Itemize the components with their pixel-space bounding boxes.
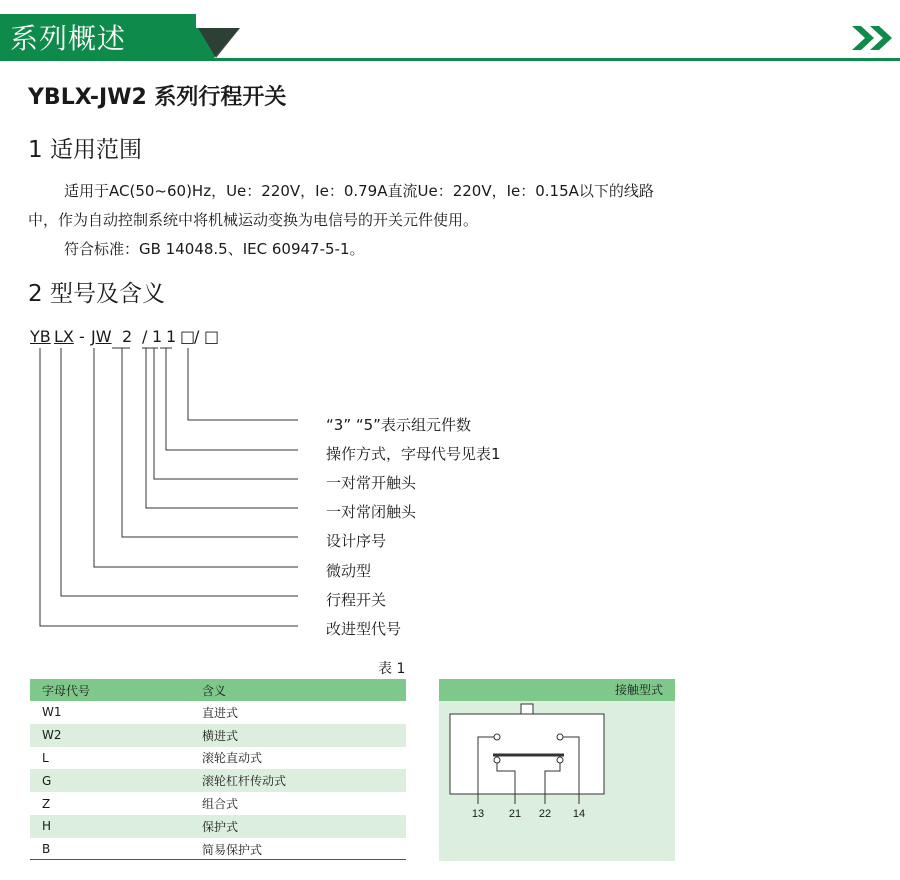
section-header-label: 系列概述 [10,22,127,55]
table-row [30,838,406,861]
table-cell-meaning: 滚轮直动式 [202,751,263,766]
model-part-box-1: □ [180,327,196,346]
table-row [30,724,406,747]
table-row [30,769,406,792]
model-part-jw: JW [91,327,112,346]
terminal-21: 21 [508,808,522,820]
table-row [30,815,406,838]
table-header-meaning: 含义 [202,679,406,701]
table-cell-code: H [30,815,202,838]
table-bottom-rule [30,859,406,860]
table-1-caption: 表 1 [378,661,406,677]
terminal-14: 14 [572,808,586,820]
legend-item-1: “3” “5”表示组元件数 [326,416,471,434]
terminal-13: 13 [471,808,485,820]
table-cell-meaning: 直进式 [202,705,239,720]
table-cell-code: G [30,769,202,792]
table-cell-code: Z [42,796,51,811]
model-part-slash-2: / [194,327,200,346]
table-cell-code: W1 [42,705,62,720]
section-2-heading: 2 型号及含义 [28,281,165,307]
legend-item-6: 微动型 [326,562,372,580]
table-cell-meaning: 滚轮杠杆传动式 [202,769,406,792]
table-row [30,747,406,770]
header-slant-decoration [196,28,240,58]
table-row [30,792,406,815]
model-part-lx: LX [54,327,74,346]
table-cell-code: B [42,842,51,857]
terminal-22: 22 [538,808,552,820]
table-row [30,701,406,724]
table-header-row [30,679,406,701]
table-1 [30,679,406,861]
section-1-standard: 符合标准：GB 14048.5、IEC 60947-5-1。 [64,240,365,258]
model-part-box-2: □ [204,327,220,346]
model-part-yb: YB [30,327,51,346]
legend-item-5: 设计序号 [326,532,387,550]
table-cell-code: W2 [30,724,202,747]
section-1-para-line-1: 适用于AC(50~60)Hz，Ue：220V，Ie：0.79A直流Ue：220V，Ie：0.15A以下的线路 [64,182,654,200]
double-chevron-right-icon [852,24,896,52]
legend-item-3: 一对常开触头 [326,474,417,492]
table-cell-code: L [42,750,49,765]
page-title: YBLX-JW2 系列行程开关 [28,85,287,110]
model-part-1a: 1 [152,327,163,346]
section-header [0,14,900,59]
contact-type-panel [439,679,675,861]
table-cell-meaning: 保护式 [202,815,406,838]
section-1-para-line-2: 中，作为自动控制系统中将机械运动变换为电信号的开关元件使用。 [28,211,479,229]
model-part-2: 2 [122,327,133,346]
model-part-dash: - [79,327,85,346]
model-leader-diagram [0,340,540,640]
legend-item-8: 改进型代号 [326,620,402,638]
table-cell-meaning: 横进式 [202,724,406,747]
legend-item-7: 行程开关 [326,591,387,609]
model-part-1b: 1 [166,327,177,346]
table-header-code: 字母代号 [30,679,202,701]
table-cell-meaning: 组合式 [202,797,239,812]
legend-item-4: 一对常闭触头 [326,503,417,521]
legend-item-2: 操作方式，字母代号见表1 [326,445,501,463]
contact-type-heading: 接触型式 [439,679,675,701]
section-1-heading: 1 适用范围 [28,137,142,163]
contact-type-schematic [439,701,675,861]
table-cell-meaning: 简易保护式 [202,842,263,857]
model-part-slash-1: / [142,327,148,346]
header-divider [0,58,900,61]
